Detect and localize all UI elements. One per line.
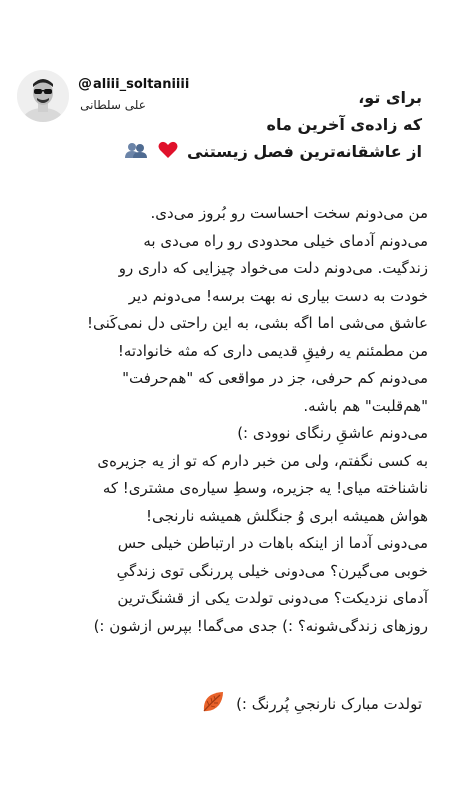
body-line: زندگیت. می‌دونم دلت می‌خواد چیزایی که داری رو — [118, 259, 428, 277]
body-line: ناشناخته میای! یه جزیره، وسطِ سیاره‌ی مشتری! که — [102, 479, 428, 497]
body-line: روزهای زندگی‌شونه؟ :) جدی می‌گما! بپرس ازشون :) — [93, 616, 428, 635]
body-line: خودت به دست بیاری نه بهت برسه! می‌دونم دیر — [128, 286, 428, 305]
body-line: می‌دونم عاشقِ رنگای نوودی :) — [237, 424, 428, 442]
body-line: آدمای نزدیکت؟ می‌دونی تولدت یکی از قشنگ‌ترین — [117, 589, 428, 607]
body-line: من مطمئنم یه رفیقِ قدیمی داری که مثه خانوادته! — [117, 341, 428, 360]
display-name: علی سلطانی — [80, 98, 146, 112]
fallen-leaf-icon — [201, 690, 225, 718]
body-line: خوبی می‌گیرن؟ می‌دونی خیلی پررنگی توی زندگیِ — [116, 561, 428, 580]
intro-block — [122, 84, 422, 167]
closing-text: تولدت مبارک نارنجیِ پُررنگ :) — [236, 695, 422, 713]
body-line: هواش همیشه ابری وُ جنگلش همیشه نارنجی! — [146, 506, 428, 525]
username-text: aliii_soltaniiii — [93, 77, 190, 92]
busts-in-silhouette-icon — [124, 140, 148, 167]
post-body — [18, 200, 428, 640]
body-line: می‌دونم آدمای خیلی محدودی رو راه می‌دی به — [143, 231, 428, 250]
body-line: به کسی نگفتم، ولی من خبر دارم که تو از یه جزیره‌ی — [97, 451, 428, 470]
red-heart-icon — [158, 140, 178, 167]
body-line: "هم‌قلبت" هم باشه. — [303, 396, 428, 415]
intro-line-3 — [122, 138, 422, 167]
closing-line — [12, 690, 422, 718]
intro-line-1: برای تو، — [358, 88, 422, 107]
body-line: من می‌دونم سخت احساست رو بُروز می‌دی. — [150, 204, 428, 222]
body-line: می‌دونی آدما از اینکه باهات در ارتباطن خیلی حس — [117, 534, 428, 552]
intro-line-3-text: از عاشقانه‌ترین فصل زیستنی — [187, 142, 422, 161]
avatar-portrait-image — [17, 70, 69, 122]
body-line: عاشق می‌شی اما اگه بشی، به این راحتی دل نمی‌کَنی! — [87, 314, 428, 332]
body-line: می‌دونم کم حرفی، جز در مواقعی که "هم‌حرفت" — [122, 369, 428, 387]
avatar[interactable] — [17, 70, 69, 122]
post-header — [0, 0, 450, 161]
at-symbol: @ — [78, 76, 92, 92]
intro-line-2: که زاده‌ی آخرین ماه — [266, 115, 422, 134]
